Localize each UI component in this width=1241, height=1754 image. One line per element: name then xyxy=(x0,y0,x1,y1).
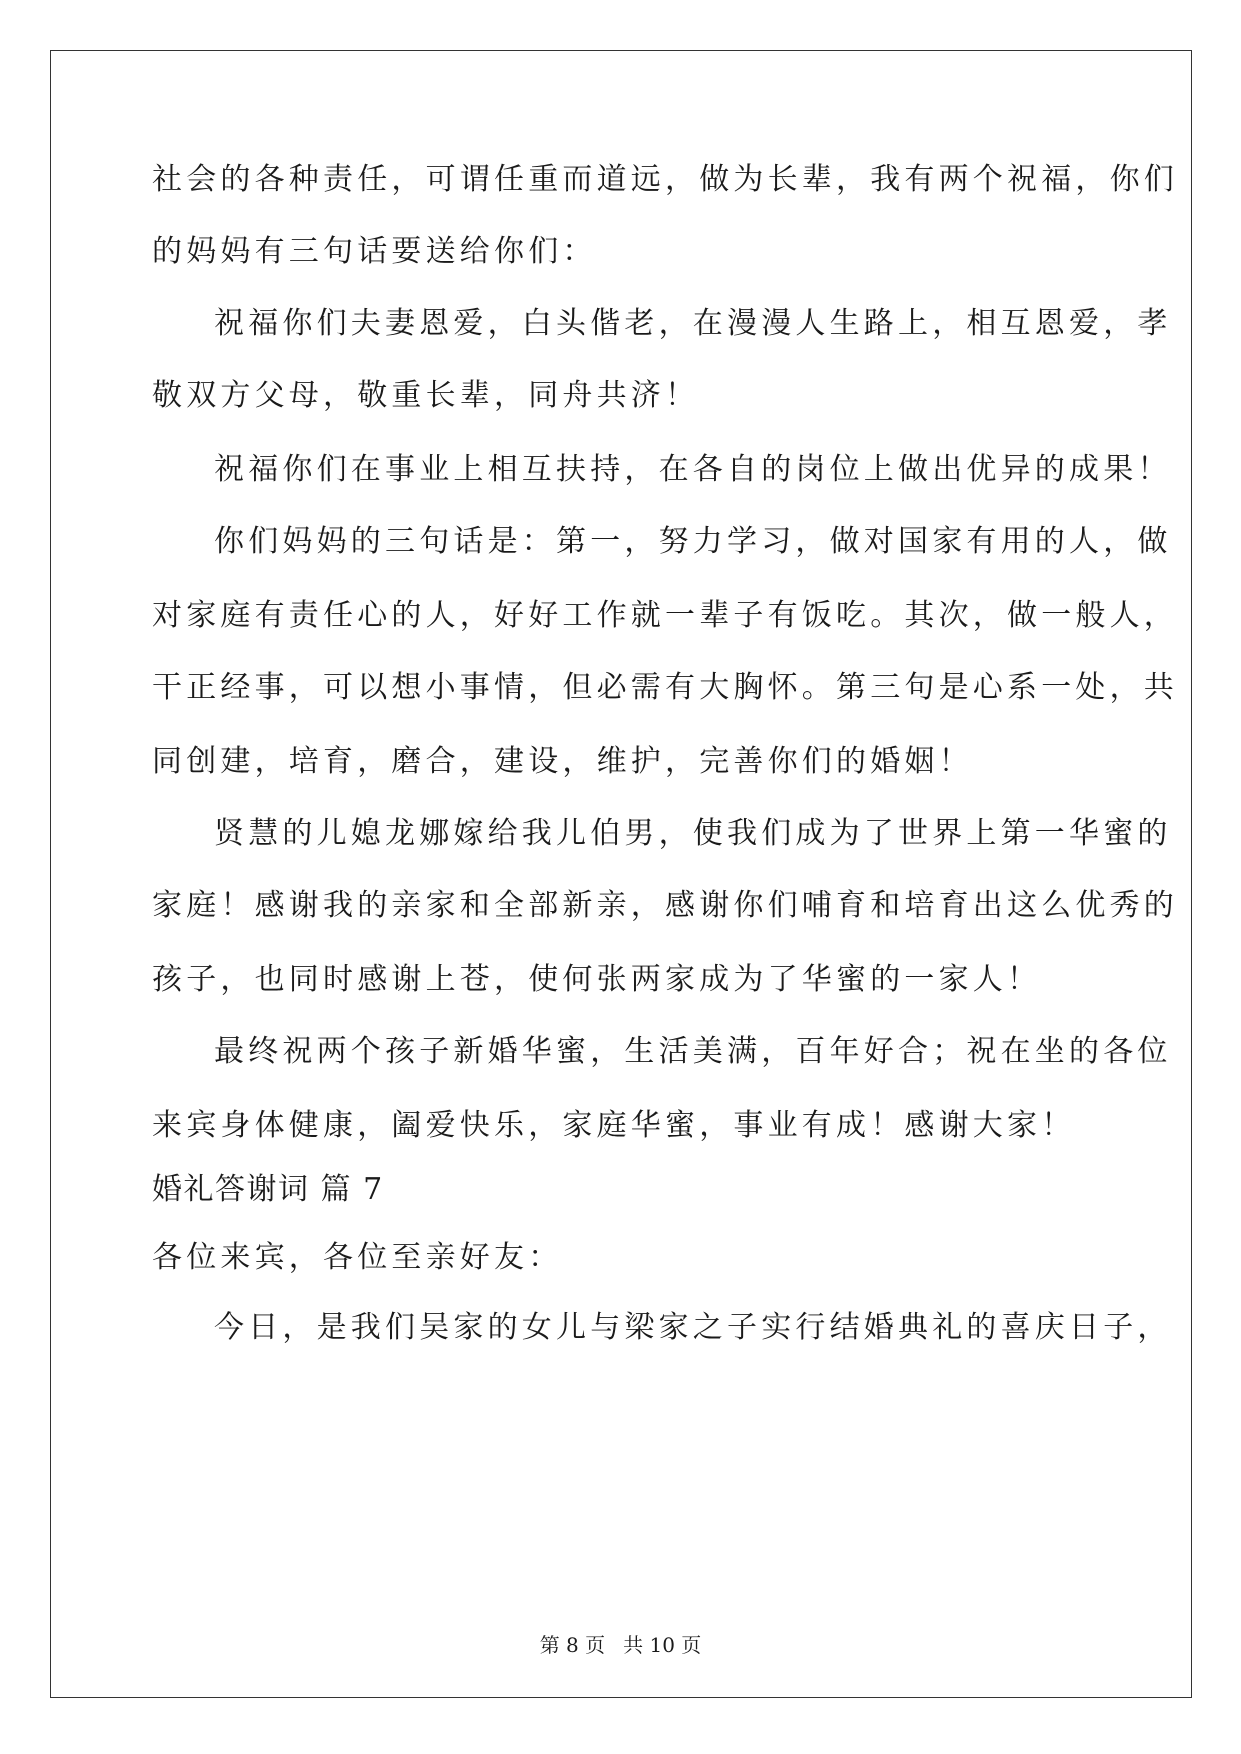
text-line: 来宾身体健康，阖爱快乐，家庭华蜜，事业有成！感谢大家！ xyxy=(152,1108,1076,1143)
paragraph-start-line: 今日，是我们吴家的女儿与梁家之子实行结婚典礼的喜庆日子， xyxy=(214,1310,1172,1345)
section-heading: 婚礼答谢词 篇 7 xyxy=(152,1172,384,1207)
text-line: 社会的各种责任，可谓任重而道远，做为长辈，我有两个祝福，你们 xyxy=(152,162,1178,197)
text-line: 对家庭有责任心的人，好好工作就一辈子有饭吃。其次，做一般人， xyxy=(152,598,1178,633)
paragraph-start-line: 最终祝两个孩子新婚华蜜，生活美满，百年好合；祝在坐的各位 xyxy=(214,1034,1172,1069)
text-line: 家庭！感谢我的亲家和全部新亲，感谢你们哺育和培育出这么优秀的 xyxy=(152,888,1178,923)
paragraph-start-line: 你们妈妈的三句话是：第一，努力学习，做对国家有用的人，做 xyxy=(214,524,1172,559)
text-line: 的妈妈有三句话要送给你们： xyxy=(152,234,597,269)
paragraph-start-line: 祝福你们在事业上相互扶持，在各自的岗位上做出优异的成果！ xyxy=(214,452,1172,487)
text-line: 同创建，培育，磨合，建设，维护，完善你们的婚姻！ xyxy=(152,744,973,779)
paragraph-start-line: 贤慧的儿媳龙娜嫁给我儿伯男，使我们成为了世界上第一华蜜的 xyxy=(214,816,1172,851)
salutation-line: 各位来宾，各位至亲好友： xyxy=(152,1240,563,1275)
page-footer xyxy=(0,1632,1241,1658)
page-total: 共 10 页 xyxy=(623,1633,702,1657)
page-number: 第 8 页 xyxy=(539,1633,606,1657)
paragraph-start-line: 祝福你们夫妻恩爱，白头偕老，在漫漫人生路上，相互恩爱，孝 xyxy=(214,306,1172,341)
text-line: 干正经事，可以想小事情，但必需有大胸怀。第三句是心系一处，共 xyxy=(152,670,1178,705)
text-line: 孩子，也同时感谢上苍，使何张两家成为了华蜜的一家人！ xyxy=(152,962,1042,997)
page-border xyxy=(50,50,1192,1698)
text-line: 敬双方父母，敬重长辈，同舟共济！ xyxy=(152,378,700,413)
